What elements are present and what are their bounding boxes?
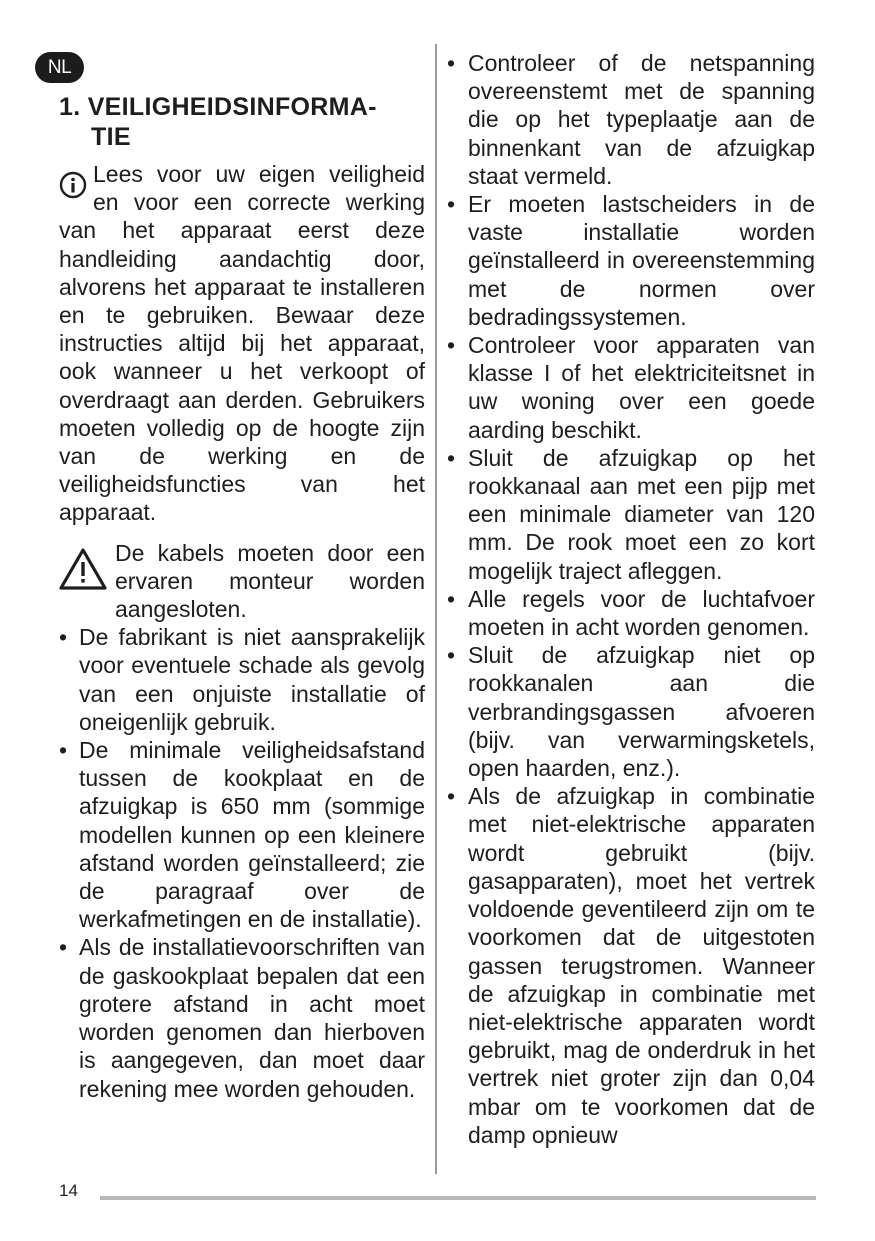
list-item-text: De fabrikant is niet aansprakelijk voor eventuele schade als gevolg van een onjuiste installatie of oneigenlijk gebruik. xyxy=(79,624,425,735)
list-item xyxy=(447,782,815,1149)
warning-block xyxy=(59,539,425,624)
list-item xyxy=(59,736,425,933)
list-item xyxy=(447,49,815,190)
bullet-dot: • xyxy=(447,585,456,612)
right-bullet-list xyxy=(447,49,815,1149)
list-item xyxy=(59,623,425,736)
list-item-text: De minimale veiligheidsafstand tussen de kookplaat en de afzuigkap is 650 mm (sommige modellen kunnen op een kleinere afstand worden geïnstalleerd; zie de paragraaf over de werkafmetingen en de installatie). xyxy=(79,737,425,933)
bullet-dot: • xyxy=(447,50,456,76)
left-bullet-list xyxy=(59,623,425,1102)
intro-text: Lees voor uw eigen veiligheid en voor een correcte werking van het apparaat eerst deze handleiding aandachtig door, alvorens het apparaat te installeren en te gebruiken. Bewaar deze instructies altijd bij het apparaat, ook wanneer u het verkoopt of overdraagt aan derden. Gebruikers moeten volledig op de hoogte zijn van de werking en de veiligheidsfuncties van het apparaat. xyxy=(59,161,425,526)
list-item-text: Controleer voor apparaten van klasse I of het elektriciteitsnet in uw woning over een goede aarding beschikt. xyxy=(468,332,815,443)
list-item-text: Als de installatievoorschriften van de gaskookplaat bepalen dat een grotere afstand in acht moet worden genomen dan hierboven is aangegeven, dan moet daar rekening mee worden gehouden. xyxy=(79,934,425,1102)
bullet-dot: • xyxy=(447,642,456,669)
section-title-line-1: 1. VEILIGHEIDSINFORMA- xyxy=(59,93,377,121)
right-column xyxy=(447,49,815,1149)
left-column xyxy=(59,92,425,1103)
bullet-dot: • xyxy=(447,332,456,359)
list-item xyxy=(447,585,815,641)
bullet-dot: • xyxy=(447,444,456,471)
warning-triangle-icon xyxy=(59,547,107,591)
list-item xyxy=(447,641,815,782)
warning-text: De kabels moeten door een ervaren monteur worden aangesloten. xyxy=(115,539,425,623)
section-title-line-2: TIE xyxy=(91,123,131,151)
list-item xyxy=(59,933,425,1102)
footer-rule xyxy=(100,1196,816,1200)
list-item-text: Sluit de afzuigkap niet op rookkanalen aan die verbrandingsgassen afvoeren (bijv. van verwarmingsketels, open haarden, enz.). xyxy=(468,642,815,782)
intro-block xyxy=(59,160,425,527)
bullet-dot: • xyxy=(447,783,456,810)
list-item xyxy=(447,331,815,444)
list-item-text: Alle regels voor de luchtafvoer moeten in acht worden genomen. xyxy=(468,585,815,641)
list-item xyxy=(447,444,815,585)
list-item xyxy=(447,190,815,331)
bullet-dot: • xyxy=(447,191,456,218)
page-number: 14 xyxy=(59,1181,78,1200)
bullet-dot: • xyxy=(59,624,68,651)
column-divider xyxy=(435,44,437,1174)
list-item-text: Controleer of de netspanning overeenstemt met de spanning die op het typeplaatje aan de binnenkant van de afzuigkap staat vermeld. xyxy=(468,50,815,189)
language-badge: NL xyxy=(35,52,84,83)
list-item-text: Als de afzuigkap in combinatie met niet-elektrische apparaten wordt gebruikt (bijv. gasapparaten), moet het vertrek voldoende geventileerd zijn om te voorkomen dat de uitgestoten gassen terugstromen. Wanneer de afzuigkap in combinatie met niet-elektrische apparaten wordt gebruikt, mag de onderdruk in het vertrek niet groter zijn dan 0,04 mbar om te voorkomen dat de damp opnieuw xyxy=(468,783,815,1148)
bullet-dot: • xyxy=(59,934,68,961)
bullet-dot: • xyxy=(59,737,68,764)
list-item-text: Er moeten lastscheiders in de vaste installatie worden geïnstalleerd in overeenstemming met de normen over bedradingssystemen. xyxy=(468,191,815,330)
section-title xyxy=(59,92,425,152)
list-item-text: Sluit de afzuigkap op het rookkanaal aan met een pijp met een minimale diameter van 120 mm. De rook moet een zo kort mogelijk traject afleggen. xyxy=(468,444,815,584)
info-icon xyxy=(59,170,87,200)
